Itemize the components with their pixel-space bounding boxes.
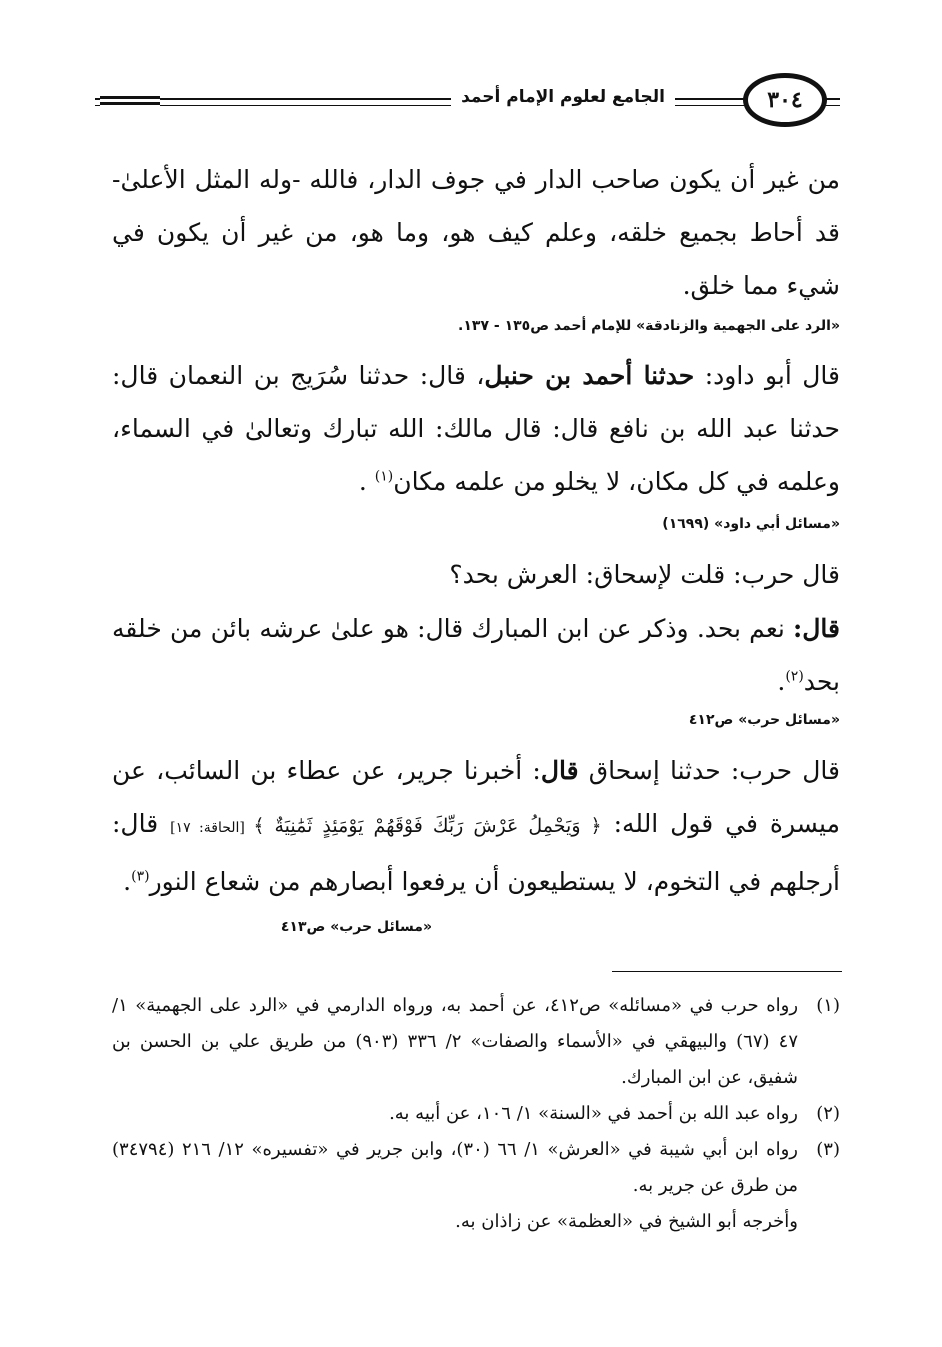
- footnote-ref: (١): [374, 468, 394, 485]
- source-text: «مسائل أبي داود» (١٦٩٩): [662, 516, 840, 532]
- footnote-ref: (٣): [131, 868, 150, 885]
- verse-reference: [الحاقة: ١٧]: [170, 820, 254, 836]
- paragraph-2: [112, 349, 840, 508]
- footnote-number: (٣): [816, 1139, 840, 1160]
- text-run: قال حرب: حدثنا إسحاق: [578, 756, 840, 785]
- paragraph-5: [112, 744, 840, 908]
- text-run: .: [123, 867, 132, 896]
- paragraph-4: [112, 602, 840, 708]
- footnote-separator: [612, 971, 842, 972]
- text-run-bold: قال:: [793, 614, 840, 643]
- footnote-number: (١): [816, 995, 840, 1016]
- footnote-item: [112, 1132, 840, 1204]
- footnote-text: رواه عبد الله بن أحمد في «السنة» ١/ ١٠٦، عن أبيه به.: [389, 1103, 798, 1124]
- footnote-continuation: وأخرجه أبو الشيخ في «العظمة» عن زاذان به.: [455, 1211, 798, 1232]
- source-citation-1: [112, 312, 840, 340]
- source-citation-3: [112, 706, 840, 734]
- text-run: ، قال: حدثنا سُرَيج بن النعمان قال: حدثنا عبد الله بن نافع قال: قال مالك: الله تبارك وتعالىٰ في السماء، وعلمه في كل مكان، لا يخلو من علمه مكان: [112, 361, 840, 496]
- footnote-item: [112, 988, 840, 1096]
- paragraph-text: قال حرب: قلت لإسحاق: العرش بحد؟: [449, 560, 840, 589]
- page-number: ٣٠٤: [743, 73, 827, 127]
- footnote-ref: (٢): [785, 668, 804, 685]
- paragraph-text: [112, 602, 840, 708]
- source-text: «مسائل حرب» ص٤١٢: [688, 712, 840, 728]
- text-run: نعم بحد. وذكر عن ابن المبارك قال: هو علىٰ عرشه بائن من خلقه بحد: [112, 614, 840, 696]
- footnote-text: رواه ابن أبي شيبة في «العرش» ١/ ٦٦ (٣٠)، وابن جرير في «تفسيره» ١٢/ ٢١٦ (٣٤٧٩٤) من طرق عن جرير به.: [112, 1139, 798, 1196]
- source-citation-4: [112, 913, 432, 941]
- footnote-item: [112, 1096, 840, 1132]
- text-run-bold: قال: [540, 756, 579, 785]
- source-text: «الرد على الجهمية والزنادقة» للإمام أحمد ص١٣٥ - ١٣٧.: [458, 318, 840, 334]
- text-run: : أخبرنا جرير، عن عطاء بن السائب، عن ميسرة في قول الله:: [112, 756, 840, 838]
- paragraph-3: [112, 548, 840, 601]
- quran-verse: ﴿ وَيَحْمِلُ عَرْشَ رَبِّكَ فَوْقَهُمْ يَوْمَئِذٍ ثَمَٰنِيَةٌ ﴾: [253, 815, 602, 837]
- paragraph-text: من غير أن يكون صاحب الدار في جوف الدار، فالله -وله المثل الأعلىٰ- قد أحاط بجميع خلقه، وعلم كيف هو، وما هو، من غير أن يكون في شيء مما خلق.: [112, 165, 840, 300]
- footnotes: [112, 988, 840, 1240]
- text-run: قال أبو داود:: [694, 361, 840, 390]
- source-citation-2: [112, 510, 840, 538]
- text-run: قال: أرجلهم في التخوم، لا يستطيعون أن يرفعوا أبصارهم من شعاع النور: [112, 809, 840, 896]
- footnote-text: رواه حرب في «مسائله» ص٤١٢، عن أحمد به، ورواه الدارمي في «الرد على الجهمية» ١/ ٤٧ (٦٧) والبيهقي في «الأسماء والصفات» ٢/ ٣٣٦ (٩٠٣) من طريق علي بن الحسن بن شفيق، عن ابن المبارك.: [112, 995, 799, 1088]
- paragraph-text: [112, 744, 840, 908]
- text-run-bold: حدثنا أحمد بن حنبل: [484, 361, 695, 390]
- header-ornament: [100, 94, 160, 108]
- running-title: الجامع لعلوم الإمام أحمد: [451, 87, 675, 107]
- paragraph-text: [112, 349, 840, 508]
- paragraph-1: [112, 153, 840, 312]
- footnote-number: (٢): [816, 1103, 840, 1124]
- text-run: .: [358, 467, 375, 496]
- source-text: «مسائل حرب» ص٤١٣: [280, 919, 432, 935]
- page-header: [95, 70, 840, 134]
- text-run: .: [777, 667, 786, 696]
